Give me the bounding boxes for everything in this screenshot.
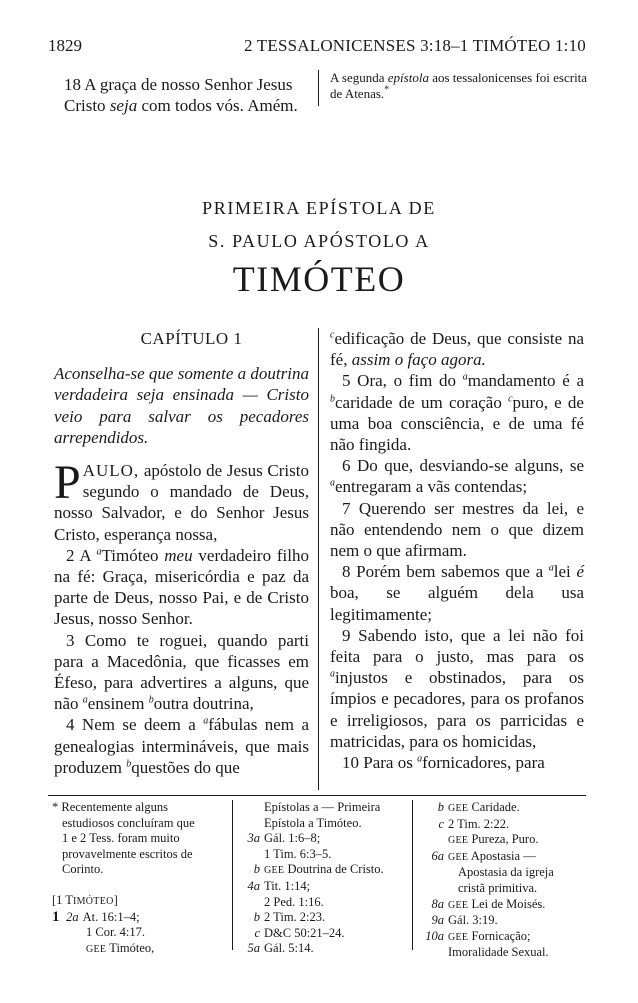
- footnote-entry[interactable]: 2 Ped. 1:16.: [264, 894, 324, 909]
- footnote-marker[interactable]: a: [548, 562, 554, 574]
- verse-10: 10 Para os $^a$fornicadores, para: [342, 753, 545, 773]
- verse-8: 8 Porém bem sabemos que a $^a$lei é boa, se alguém dela usa legitimamente;: [330, 562, 584, 624]
- verse-5: 5 Ora, o fim do $^a$mandamento é a $^b$caridade de um coração $^c$puro, e de uma boa consciência, e de uma fé não fingida.: [330, 371, 584, 455]
- footnote-entry[interactable]: Imoralidade Sexual.: [448, 945, 549, 960]
- footnotes-column-1: [52, 800, 227, 957]
- verse-4: 4 Nem se deem a $^a$fábulas nem a genealogias intermináveis, que mais produzem $^b$questões do que: [54, 715, 310, 777]
- footnote-entry[interactable]: GEE Timóteo,: [86, 940, 155, 955]
- footnote-entry[interactable]: 6a GEE Apostasia —: [431, 848, 536, 863]
- verse-1: PAULO, apóstolo de Jesus Cristo segundo o mandado de Deus, nosso Salvador, e do Senhor Jesus Cristo, esperança nossa,: [54, 456, 309, 544]
- verse-7: 7 Querendo ser mestres da lei, e não entendendo nem o que dizem nem o que afirmam.: [330, 498, 584, 561]
- footnote-marker[interactable]: b: [330, 392, 335, 404]
- asterisk-footnote-marker[interactable]: *: [384, 84, 390, 96]
- footnote-marker[interactable]: c: [508, 392, 513, 404]
- footnote-marker[interactable]: a: [82, 694, 88, 706]
- footnote-marker[interactable]: a: [417, 753, 423, 765]
- footnote-book-label: [1 TIMÓTEO]: [52, 892, 118, 907]
- footnote-entry[interactable]: 3a Gál. 1:6–8;: [247, 831, 321, 846]
- asterisk-footnote: * Recentemente alguns estudiosos concluíram que 1 e 2 Tess. foram muito provavelmente escritos de Corinto.: [52, 800, 195, 877]
- footnote-entry[interactable]: 4a Tit. 1:14;: [247, 878, 311, 893]
- book-title: TIMÓTEO: [232, 259, 406, 299]
- right-text-column: [330, 328, 584, 773]
- footnote-entry[interactable]: Apostasia da igreja: [458, 865, 554, 880]
- footnote-entry[interactable]: c D&C 50:21–24.: [254, 925, 345, 940]
- footnote-marker[interactable]: a: [203, 715, 209, 727]
- page-header: [48, 36, 586, 58]
- footnote-entry[interactable]: b 2 Tim. 2:23.: [253, 910, 326, 925]
- footnotes-column-3: [418, 800, 590, 961]
- footnote-marker[interactable]: a: [330, 477, 335, 489]
- footnote-divider: [232, 800, 233, 950]
- footnote-entry[interactable]: 1 Tim. 6:3–5.: [264, 846, 332, 861]
- footnote-entry[interactable]: GEE Pureza, Puro.: [448, 832, 539, 847]
- verse-2: 2 A $^a$Timóteo meu verdadeiro filho na fé: Graça, misericórdia e paz da parte de Deus, nosso Pai, e de Cristo Jesus, nosso Senhor.: [54, 545, 309, 629]
- footnote-entry[interactable]: 10a GEE Fornicação;: [425, 928, 531, 943]
- epistle-subscript: A segunda epístola aos tessalonicenses foi escrita de Atenas.*: [330, 70, 588, 101]
- chapter-summary: Aconselha-se que somente a doutrina verdadeira seja ensinada — Cristo veio para salvar os pecadores arrependidos.: [54, 364, 309, 447]
- footnote-entry[interactable]: 1 Cor. 4:17.: [86, 925, 146, 940]
- footnote-marker[interactable]: a: [462, 371, 468, 383]
- footnote-marker[interactable]: a: [96, 546, 102, 558]
- footnote-entry[interactable]: 5a Gál. 5:14.: [247, 941, 314, 956]
- footnote-rule: [48, 795, 586, 796]
- footnote-entry[interactable]: cristã primitiva.: [458, 880, 538, 895]
- footnote-entry[interactable]: c 2 Tim. 2:22.: [438, 816, 510, 831]
- footnote-entry[interactable]: Epístola a Timóteo.: [264, 815, 362, 830]
- footnote-marker[interactable]: a: [330, 668, 335, 680]
- verse-3: 3 Como te roguei, quando parti para a Macedônia, que ficasses em Éfeso, para advertires a alguns, que não $^a$ensinem $^b$outra doutrina,: [54, 630, 309, 714]
- footnotes-column-2: [240, 800, 410, 957]
- footnote-entry[interactable]: b GEE Doutrina de Cristo.: [253, 862, 384, 877]
- running-head: 2 TESSALONICENSES 3:18–1 TIMÓTEO 1:10: [243, 36, 586, 55]
- left-text-column: [54, 328, 309, 778]
- verse-4-continued: $^c$edificação de Deus, que consiste na fé, assim o faço agora.: [330, 329, 584, 370]
- footnote-marker[interactable]: c: [330, 329, 335, 341]
- drop-cap: P: [54, 456, 81, 510]
- book-title-line-2: S. PAULO APÓSTOLO A: [208, 231, 430, 251]
- verse-9: 9 Sabendo isto, que a lei não foi feita para o justo, mas para os $^a$injustos e obstinados, para os ímpios e pecadores, para os profanos e irreligiosos, para os parricidas e matricidas, para os homicidas,: [330, 625, 584, 751]
- footnote-entry[interactable]: b GEE Caridade.: [437, 800, 520, 814]
- footnote-entry[interactable]: Epístolas a — Primeira: [264, 800, 381, 814]
- book-title-line-1: PRIMEIRA EPÍSTOLA DE: [202, 198, 436, 218]
- footnote-entry[interactable]: 9a Gál. 3:19.: [431, 913, 498, 928]
- footnote-chapter-number: 1: [52, 908, 60, 925]
- footnote-entry[interactable]: 8a GEE Lei de Moisés.: [431, 896, 546, 911]
- top-divider: [318, 70, 319, 106]
- verse-6: 6 Do que, desviando-se alguns, se $^a$entregaram a vãs contendas;: [330, 456, 584, 497]
- footnote-entry[interactable]: 1 2a At. 16:1–4;: [52, 908, 140, 925]
- footnote-divider: [412, 800, 413, 950]
- column-divider: [318, 328, 319, 790]
- verse-2thes-3-18: 18 A graça de nosso Senhor Jesus Cristo seja com todos vós. Amém.: [64, 75, 298, 115]
- footnote-marker[interactable]: b: [148, 694, 154, 706]
- chapter-heading: CAPÍTULO 1: [140, 329, 243, 348]
- footnote-marker[interactable]: b: [126, 758, 132, 770]
- page-number: 1829: [48, 36, 82, 55]
